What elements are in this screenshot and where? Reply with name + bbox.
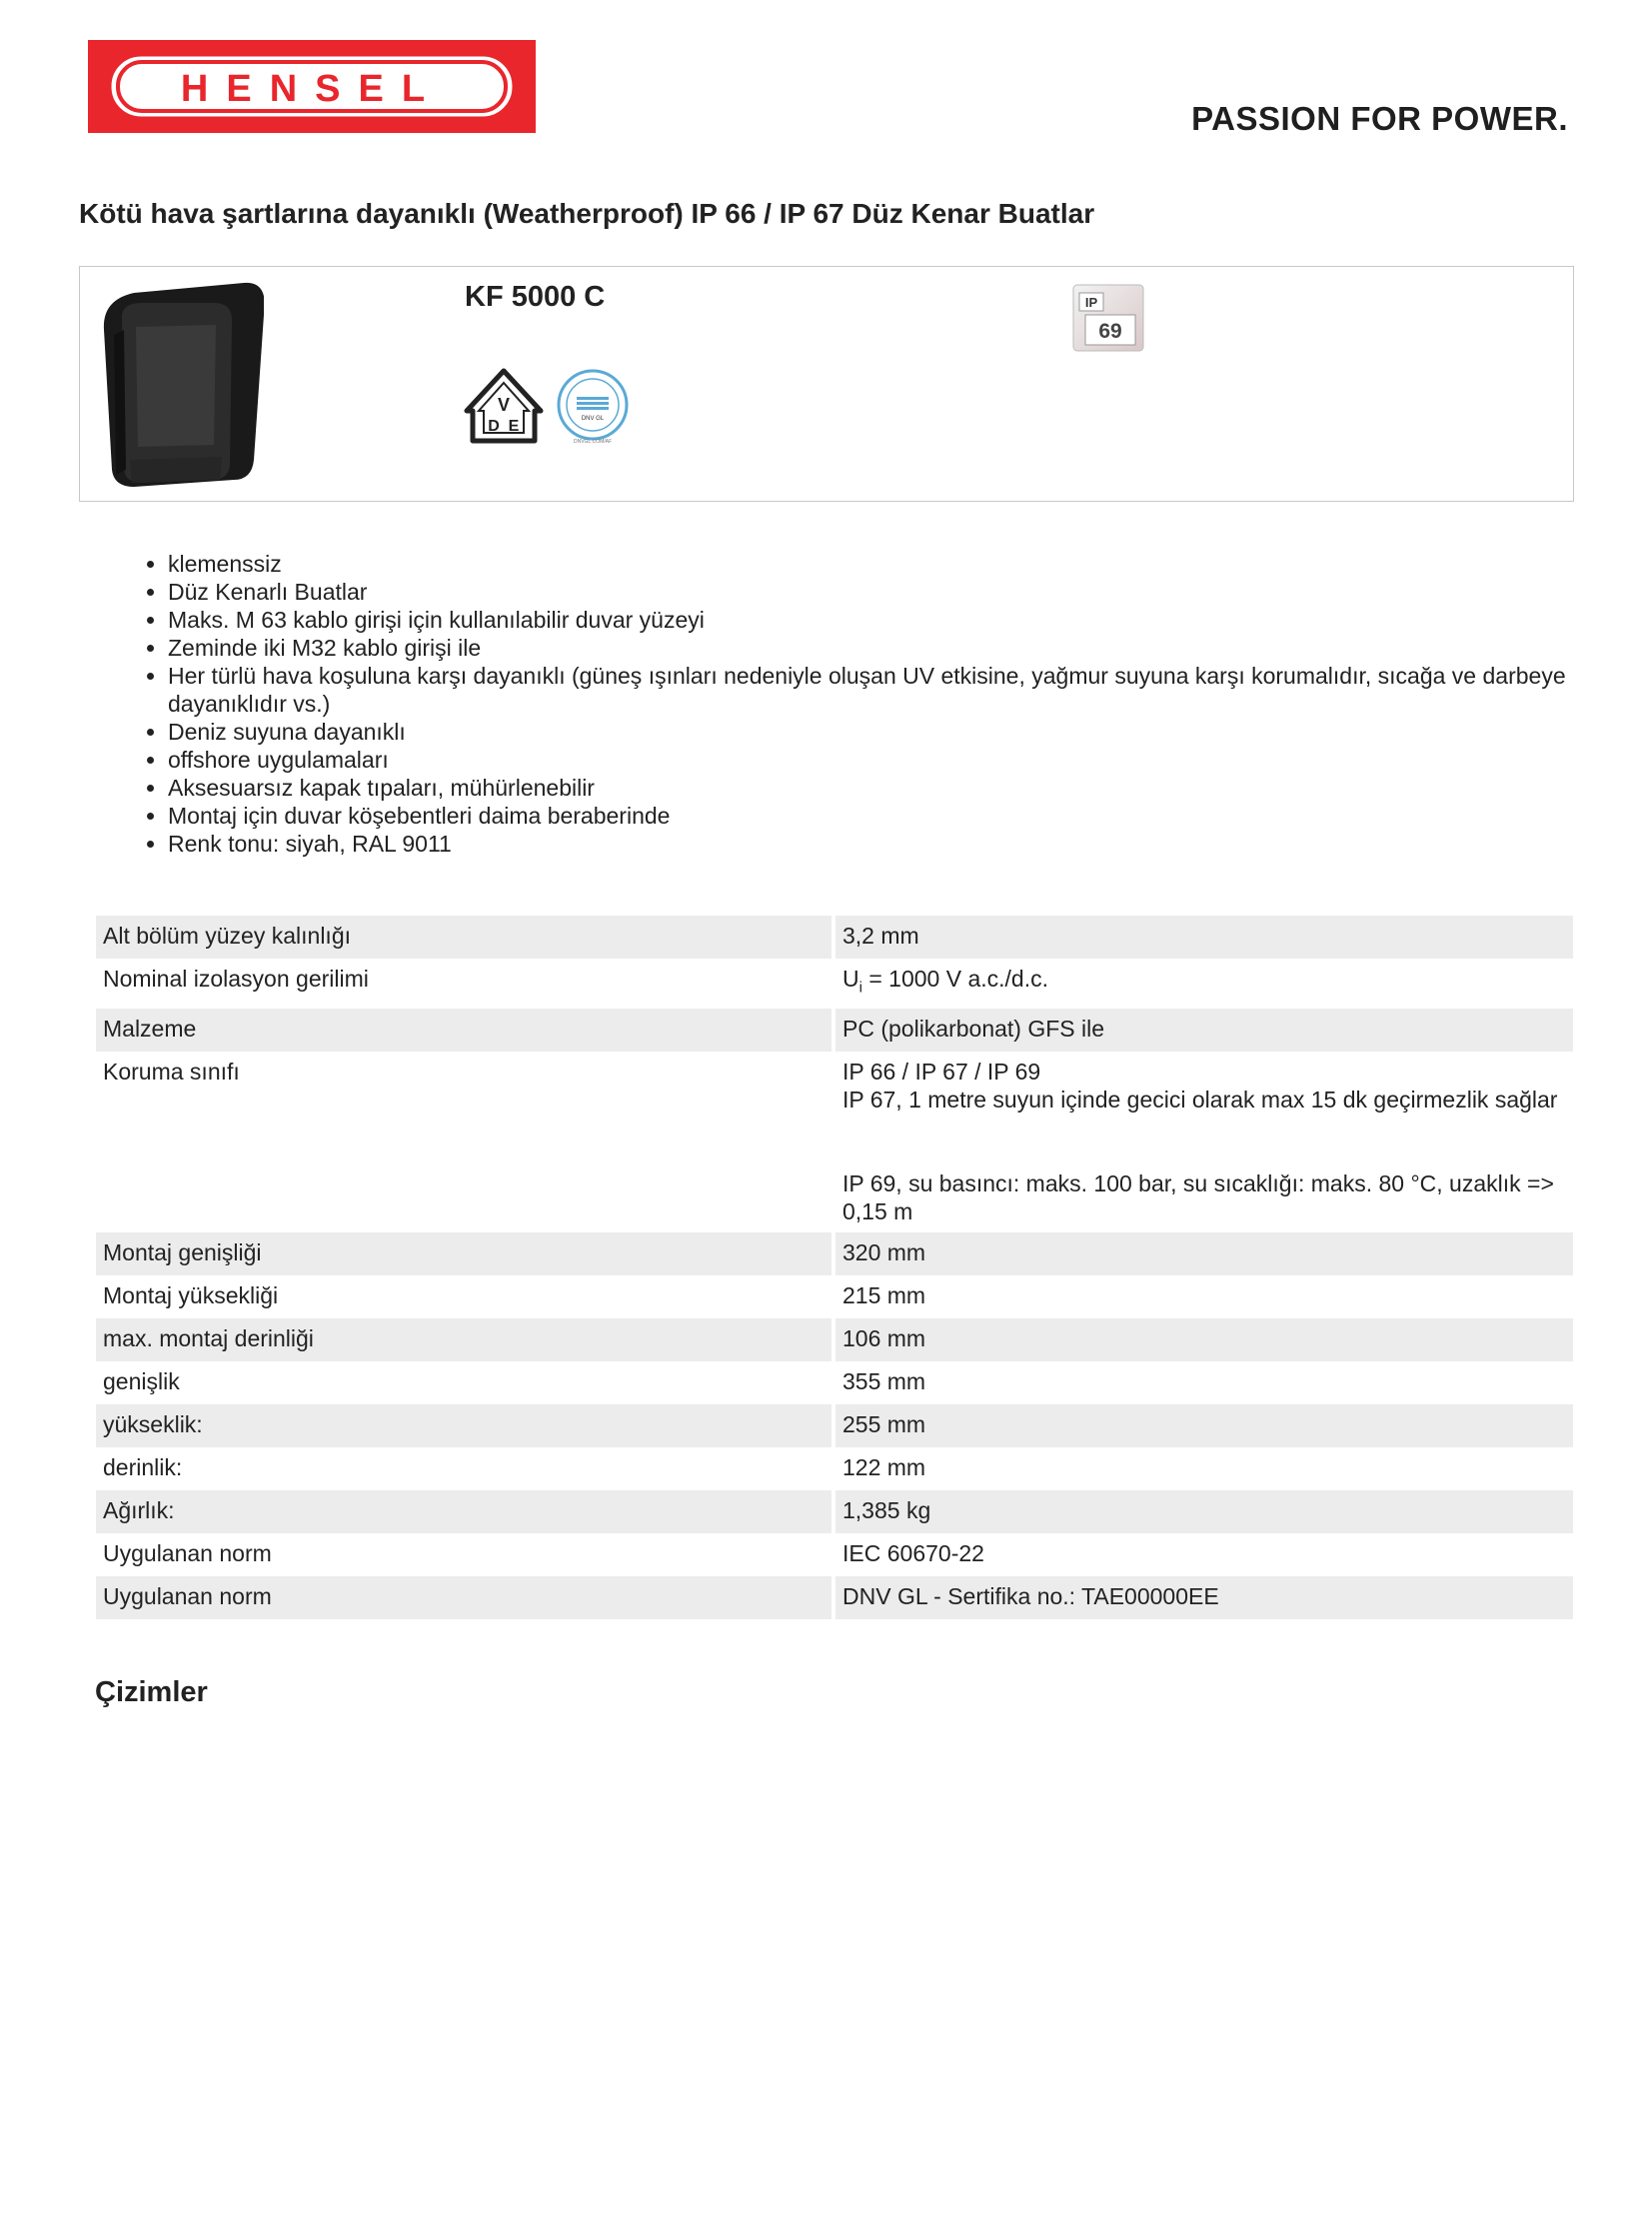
- spec-value: [831, 1052, 1573, 1232]
- spec-key: Alt bölüm yüzey kalınlığı: [96, 916, 831, 959]
- spec-row: [96, 1533, 1573, 1576]
- spec-row: [96, 959, 1573, 1009]
- feature-item: • Aksesuarsız kapak tıpaları, mühürlenebilir: [168, 774, 1647, 802]
- spec-value: PC (polikarbonat) GFS ile: [831, 1009, 1573, 1052]
- spec-row: [96, 1009, 1573, 1052]
- feature-item: • Maks. M 63 kablo girişi için kullanılabilir duvar yüzeyi: [168, 606, 1647, 634]
- svg-text:D: D: [488, 418, 500, 435]
- spec-key: Malzeme: [96, 1009, 831, 1052]
- spec-row: [96, 1490, 1573, 1533]
- drawings-heading: Çizimler: [95, 1676, 208, 1708]
- spec-key: Montaj yüksekliği: [103, 1282, 279, 1308]
- spec-key: derinlik:: [103, 1454, 183, 1480]
- feature-item: • klemenssiz: [168, 550, 1647, 578]
- svg-text:DNV GL: DNV GL: [581, 416, 605, 422]
- product-box: [79, 266, 1574, 502]
- spec-key: yükseklik:: [96, 1404, 831, 1447]
- spec-value: [831, 959, 1573, 1009]
- spec-row: [96, 1447, 1573, 1490]
- feature-item: • Zeminde iki M32 kablo girişi ile: [168, 634, 1647, 662]
- product-image: [94, 275, 264, 497]
- spec-key: Nominal izolasyon gerilimi: [103, 966, 369, 992]
- spec-key: max. montaj derinliği: [96, 1318, 831, 1361]
- spec-value-line: IP 69, su basıncı: maks. 100 bar, su sıcaklığı: maks. 80 °C, uzaklık => 0,15 m: [842, 1170, 1554, 1224]
- svg-text:IP: IP: [1084, 295, 1098, 310]
- feature-item: • Montaj için duvar köşebentleri daima beraberinde: [168, 802, 1647, 830]
- spec-value-line: IP 67, 1 metre suyun içinde gecici olarak max 15 dk geçirmezlik sağlar: [842, 1087, 1558, 1113]
- spec-row: [96, 1318, 1573, 1361]
- hensel-logo: [88, 40, 536, 133]
- ip69-badge-icon: [1071, 283, 1145, 353]
- product-code: KF 5000 C: [465, 281, 606, 313]
- spec-value: DNV GL - Sertifika no.: TAE00000EE: [831, 1576, 1573, 1619]
- svg-text:V: V: [497, 395, 511, 415]
- feature-list: [98, 550, 1647, 858]
- page-title: Kötü hava şartlarına dayanıklı (Weatherproof) IP 66 / IP 67 Düz Kenar Buatlar: [79, 198, 1095, 229]
- spec-row: [96, 1361, 1573, 1404]
- svg-text:DNVGL.COM/AF: DNVGL.COM/AF: [573, 439, 613, 445]
- spec-key: Koruma sınıfı: [103, 1059, 240, 1085]
- spec-key: genişlik: [103, 1368, 180, 1394]
- spec-value: 122 mm: [831, 1447, 1573, 1490]
- spec-key: Ağırlık:: [96, 1490, 831, 1533]
- spec-value: 255 mm: [831, 1404, 1573, 1447]
- spec-row: [96, 1275, 1573, 1318]
- spec-value: 1,385 kg: [831, 1490, 1573, 1533]
- spec-row: [96, 1404, 1573, 1447]
- spec-value: 320 mm: [831, 1232, 1573, 1275]
- spec-row: [96, 1232, 1573, 1275]
- spec-value-part: U: [842, 966, 859, 992]
- spec-key: Uygulanan norm: [103, 1540, 272, 1566]
- feature-item: • Deniz suyuna dayanıklı: [168, 718, 1647, 746]
- feature-item: • Renk tonu: siyah, RAL 9011: [168, 830, 1647, 858]
- spec-value: 355 mm: [831, 1361, 1573, 1404]
- dnv-gl-cert-icon: [553, 367, 633, 445]
- spec-key: Uygulanan norm: [96, 1576, 831, 1619]
- tagline: PASSION FOR POWER.: [1191, 100, 1568, 137]
- feature-item: • offshore uygulamaları: [168, 746, 1647, 774]
- spec-value: 215 mm: [831, 1275, 1573, 1318]
- spec-row: [96, 916, 1573, 959]
- svg-text:69: 69: [1098, 320, 1122, 343]
- feature-item: • Düz Kenarlı Buatlar: [168, 578, 1647, 606]
- feature-item: • Her türlü hava koşuluna karşı dayanıklı (güneş ışınları nedeniyle oluşan UV etkisine, yağmur suyuna karşı korumalıdır, sıcağa ve darbeye dayanıklıdır vs.): [168, 662, 1647, 718]
- spec-value-sub: i: [858, 979, 862, 997]
- spec-value: 3,2 mm: [831, 916, 1573, 959]
- svg-text:HENSEL: HENSEL: [180, 68, 444, 110]
- vde-cert-icon: [463, 367, 545, 445]
- spec-row: [96, 1052, 1573, 1232]
- spec-table: [96, 916, 1573, 1619]
- spec-value: IEC 60670-22: [831, 1533, 1573, 1576]
- spec-value: 106 mm: [831, 1318, 1573, 1361]
- spec-value-line: IP 66 / IP 67 / IP 69: [842, 1059, 1041, 1085]
- spec-key: Montaj genişliği: [96, 1232, 831, 1275]
- spec-value-part: = 1000 V a.c./d.c.: [861, 966, 1049, 992]
- spec-row: [96, 1576, 1573, 1619]
- svg-text:E: E: [508, 418, 520, 435]
